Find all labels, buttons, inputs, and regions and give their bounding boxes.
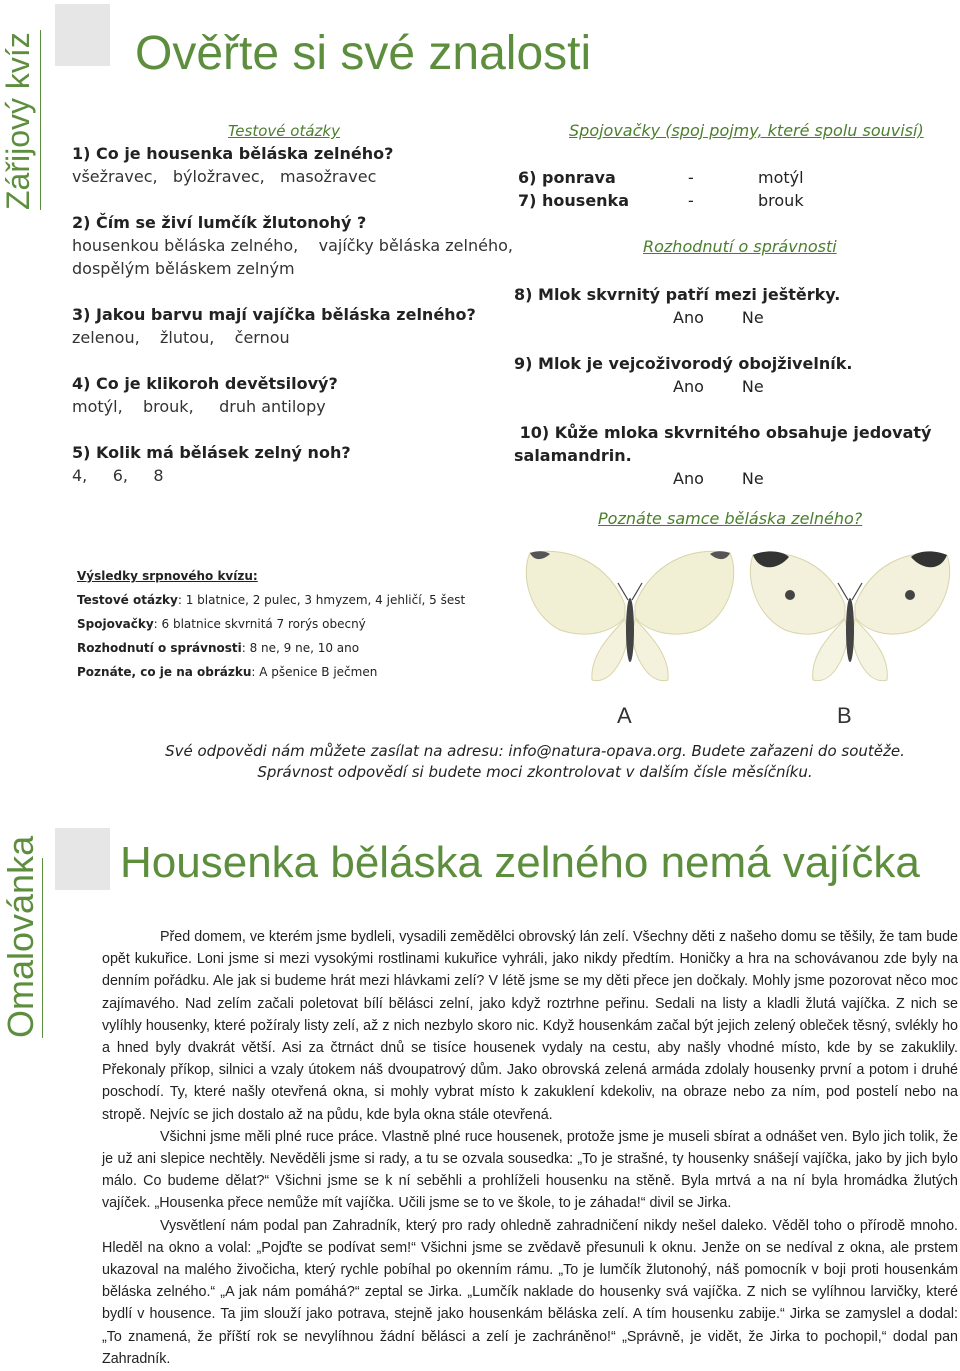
story-text <box>102 926 958 1370</box>
truth-questions <box>514 283 932 490</box>
truth-title: Rozhodnutí o správnosti <box>643 237 837 256</box>
test-questions <box>72 120 512 487</box>
side-label-coloring: Omalovánka <box>0 835 41 1038</box>
question-2: 2) Čím se živí lumčík žlutonohý ? housenkou běláska zelného, vajíčky běláska zelného, dospělým běláskem zelným <box>72 213 513 278</box>
truth-item-10: 10) Kůže mloka skvrnitého obsahuje jedovatý salamandrin. Ano Ne <box>514 423 932 488</box>
corner-square-top <box>55 4 110 66</box>
side-label-quiz: Zářijový kvíz <box>0 32 36 210</box>
results-heading: Výsledky srpnového kvízu: <box>77 569 258 583</box>
previous-results <box>77 564 465 684</box>
results-line: Rozhodnutí o správnosti: 8 ne, 9 ne, 10 ano <box>77 641 360 655</box>
butterfly-b-image <box>745 545 955 695</box>
results-line: Poznáte, co je na obrázku: A pšenice B ječmen <box>77 665 378 679</box>
corner-square-bottom <box>55 828 110 890</box>
pairs-list <box>518 166 818 212</box>
pair-row: 7) housenka - brouk <box>518 191 804 210</box>
quiz-title: Ověřte si své znalosti <box>135 27 592 80</box>
story-title: Housenka běláska zelného nemá vajíčka <box>120 838 920 887</box>
butterfly-a-image <box>520 545 740 695</box>
butterfly-label-a: A <box>617 703 632 728</box>
results-line: Spojovačky: 6 blatnice skvrnitá 7 rorýs obecný <box>77 617 366 631</box>
butterfly-label-b: B <box>837 703 852 728</box>
pairs-title: Spojovačky (spoj pojmy, které spolu souvisí) <box>569 121 924 140</box>
story-paragraph: Před domem, ve kterém jsme bydleli, vysadili zemědělci obrovský lán zelí. Všechny děti z našeho domu se těšily, že tam bude opět kukuřice. Loni jsme si mezi vysokými rostlinami kukuřice vyhráli, jako nikdy předtím. Honičky a hra na schovávanou zde byly na denním pořádku. Ale jak si budeme hrát mezi hlávkami zelí? V létě jsme se my děti přece jen dočkaly. Mohly jsme pozorovat něco moc zajímavého. Nad zelím začali poletovat bílí bělásci zelní, jako když roztrhne peřinu. Sedali na listy a kladli žlutá vajíčka. Z nich se vylíhly housenky, které požíraly listy zelí, až z nich nezbylo skoro nic. Když housenkám začal být jejich zelený obleček těsný, svlékly ho a hned byly dvakrát větší. Asi za čtrnáct dnů se tisíce housenek vydaly na cestu, aby našly vhodné místo, kde by se zakuklily. Překonaly příkop, silnici a vzaly útokem náš dvoupatrový dům. Jako obrovská zelená armáda zdolaly housenky první a potom i druhé poschodí. Ty, které našly otevřená okna, si mohly vybrat místo k zakuklení kdekoliv, na obraze nebo za ním, pod postelí nebo na stropě. Nejvíc se jich dostalo až na půdu, kde byla okna stále otevřená. <box>102 929 958 1123</box>
question-1: 1) Co je housenka běláska zelného? všežravec, býložravec, masožravec <box>72 144 394 186</box>
question-4: 4) Co je klikoroh devětsilový? motýl, brouk, druh antilopy <box>72 374 338 416</box>
side-divider-bottom <box>42 858 43 1038</box>
pair-row: 6) ponrava - motýl <box>518 168 804 187</box>
question-3: 3) Jakou barvu mají vajíčka běláska zelného? zelenou, žlutou, černou <box>72 305 476 347</box>
submission-info: Své odpovědi nám můžete zasílat na adresu: info@natura-opava.org. Budete zařazeni do soutěže. Správnost odpovědí si budete moci zkontrolovat v dalším čísle měsíčníku. <box>165 742 905 781</box>
truth-item-8: 8) Mlok skvrnitý patří mezi ještěrky. Ano Ne <box>514 285 841 327</box>
results-line: Testové otázky: 1 blatnice, 2 pulec, 3 hmyzem, 4 jehličí, 5 šest <box>77 593 466 607</box>
story-paragraph: Vysvětlení nám podal pan Zahradník, který pro rady ohledně zahradničení nikdy nešel daleko. Věděl toho o přírodě mnoho. Hleděl na okno a volal: „Pojďte se podívat sem!“ Všichni jsme se zvědavě přesunuli k oknu. Jenže on se nedíval z okna, ale prstem ukazoval na malého živočicha, který rychle pobíhal po okenním rámu. „To je lumčík žlutonohý, náš pomocník v boji proti housenkám běláska zelného.“ „A jak nám pomáhá?“ zeptal se Jirka. „Lumčík naklade do housenky svá vajíčka. Z nich se vylíhnou larvičky, které bydlí v housence. Ta jim slouží jako potrava, stejně jako housenkám běláska zelí. A tím housenku zabije.“ Jirka se zamyslel a dodal: „To znamená, že příští rok se nevylíhnou žádní bělásci a zelí je zachráněno!“ „Správně, je vidět, že Jirka to pochopil,“ dodal pan Zahradník. <box>102 1217 958 1367</box>
test-questions-title: Testové otázky <box>228 122 340 140</box>
story-paragraph: Všichni jsme měli plné ruce práce. Vlastně plné ruce housenek, protože jsme je museli sbírat a odnášet ven. Bylo jich tolik, že je už ani slepice nechtěly. Nevěděli jsme si rady, a tu se ozvala sousedka: „To je strašné, ty housenky snášejí vajíčka, jako by jich bylo málo. Co budeme dělat?“ Všichni jsme se k ní seběhli a prohlíželi housenku na stěně. Byla mrtvá a na ní byla hromádka žlutých vajíček. „Housenka přece nemůže mít vajíčka. Učili jsme se to ve škole, to je záhada!“ divil se Jirka. <box>102 1128 958 1212</box>
side-divider-top <box>40 30 41 210</box>
question-5: 5) Kolik má bělásek zelný noh? 4, 6, 8 <box>72 443 351 485</box>
truth-item-9: 9) Mlok je vejcoživorodý obojživelník. Ano Ne <box>514 354 853 396</box>
picture-question: Poznáte samce běláska zelného? <box>598 509 863 528</box>
